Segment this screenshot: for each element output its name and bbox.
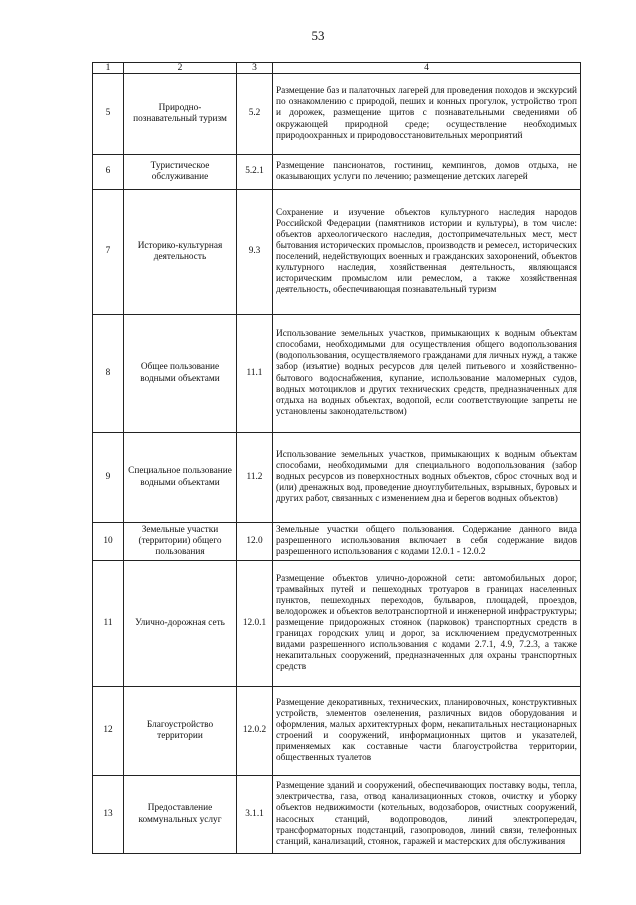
row-number: 6	[93, 155, 124, 190]
column-header: 2	[124, 63, 237, 74]
row-number: 10	[93, 523, 124, 561]
use-type-code: 11.2	[237, 433, 273, 523]
table-row	[93, 687, 581, 776]
use-type-description: Размещение объектов улично-дорожной сети: автомобильных дорог, трамвайных путей и пешеходных тротуаров в границах населенных пунктов, пешеходных переходов, бульваров, площадей, проездов, велодорожек и объектов велотранспортной и инженерной инфраструктуры; размещение придорожных стоянок (парковок) транспортных средств в границах городских улиц и дорог, за исключением предусмотренных видами разрешенного использования с кодами 2.7.1, 4.9, 7.2.3, а также некапитальных сооружений, предназначенных для охраны транспортных средств	[273, 561, 581, 687]
use-type-description: Земельные участки общего пользования. Содержание данного вида разрешенного использования включает в себя содержание видов разрешенного использования с кодами 12.0.1 - 12.0.2	[273, 523, 581, 561]
row-number: 13	[93, 776, 124, 854]
use-type-name: Природно-познавательный туризм	[124, 74, 237, 155]
use-type-description: Размещение пансионатов, гостиниц, кемпингов, домов отдыха, не оказывающих услуги по лечению; размещение детских лагерей	[273, 155, 581, 190]
row-number: 11	[93, 561, 124, 687]
row-number: 7	[93, 190, 124, 315]
use-type-name: Туристическое обслуживание	[124, 155, 237, 190]
table-row	[93, 74, 581, 155]
use-type-code: 11.1	[237, 315, 273, 433]
use-type-description: Использование земельных участков, примыкающих к водным объектам способами, необходимыми для специального водопользования (забор водных ресурсов из поверхностных водных объектов, сброс сточных вод и (или) дренажных вод, проведение дноуглубительных, взрывных, буровых и других работ, связанных с изменением дна и берегов водных объектов)	[273, 433, 581, 523]
land-use-table	[92, 62, 581, 854]
use-type-description: Размещение зданий и сооружений, обеспечивающих поставку воды, тепла, электричества, газа, отвод канализационных стоков, очистку и уборку объектов недвижимости (котельных, водозаборов, очистных сооружений, насосных станций, водопроводов, линий электропередач, трансформаторных подстанций, газопроводов, линий связи, телефонных станций, канализаций, стоянок, гаражей и мастерских для обслуживания	[273, 776, 581, 854]
use-type-description: Размещение баз и палаточных лагерей для проведения походов и экскурсий по ознакомлению с природой, пеших и конных прогулок, устройство троп и дорожек, размещение щитов с познавательными сведениями об окружающей природной среде; осуществление необходимых природоохранных и природовосстановительных мероприятий	[273, 74, 581, 155]
column-header: 3	[237, 63, 273, 74]
column-header: 1	[93, 63, 124, 74]
table-row	[93, 561, 581, 687]
use-type-description: Сохранение и изучение объектов культурного наследия народов Российской Федерации (памятников истории и культуры), в том числе: объектов археологического наследия, достопримечательных мест, мест бытования исторических промыслов, производств и ремесел, исторических поселений, недействующих военных и гражданских захоронений, объектов культурного наследия, хозяйственная деятельность, являющаяся историческим промыслом или ремеслом, а также хозяйственная деятельность, обеспечивающая познавательный туризм	[273, 190, 581, 315]
table-row	[93, 190, 581, 315]
table-row	[93, 155, 581, 190]
use-type-name: Историко-культурная деятельность	[124, 190, 237, 315]
row-number: 12	[93, 687, 124, 776]
use-type-name: Общее пользование водными объектами	[124, 315, 237, 433]
page-number: 53	[311, 28, 325, 43]
row-number: 8	[93, 315, 124, 433]
use-type-name: Благоустройство территории	[124, 687, 237, 776]
use-type-code: 12.0.2	[237, 687, 273, 776]
use-type-code: 3.1.1	[237, 776, 273, 854]
row-number: 5	[93, 74, 124, 155]
use-type-description: Использование земельных участков, примыкающих к водным объектам способами, необходимыми для осуществления общего водопользования (водопользования, осуществляемого гражданами для личных нужд, а также забор (изъятие) водных ресурсов для целей питьевого и хозяйственно-бытового водоснабжения, купание, использование маломерных судов, водных мотоциклов и других технических средств, предназначенных для отдыха на водных объектах, водопой, если соответствующие запреты не установлены законодательством)	[273, 315, 581, 433]
table-row	[93, 523, 581, 561]
use-type-name: Предоставление коммунальных услуг	[124, 776, 237, 854]
use-type-name: Специальное пользование водными объектами	[124, 433, 237, 523]
use-type-description: Размещение декоративных, технических, планировочных, конструктивных устройств, элементов озеленения, различных видов оборудования и оформления, малых архитектурных форм, некапитальных нестационарных строений и сооружений, информационных щитов и указателей, применяемых как составные части благоустройства территории, общественных туалетов	[273, 687, 581, 776]
table-row	[93, 433, 581, 523]
row-number: 9	[93, 433, 124, 523]
table-row	[93, 776, 581, 854]
table-header-row	[93, 63, 581, 74]
use-type-code: 5.2	[237, 74, 273, 155]
column-header: 4	[273, 63, 581, 74]
use-type-name: Земельные участки (территории) общего пользования	[124, 523, 237, 561]
use-type-code: 5.2.1	[237, 155, 273, 190]
use-type-name: Улично-дорожная сеть	[124, 561, 237, 687]
use-type-code: 9.3	[237, 190, 273, 315]
use-type-code: 12.0.1	[237, 561, 273, 687]
use-type-code: 12.0	[237, 523, 273, 561]
table-row	[93, 315, 581, 433]
